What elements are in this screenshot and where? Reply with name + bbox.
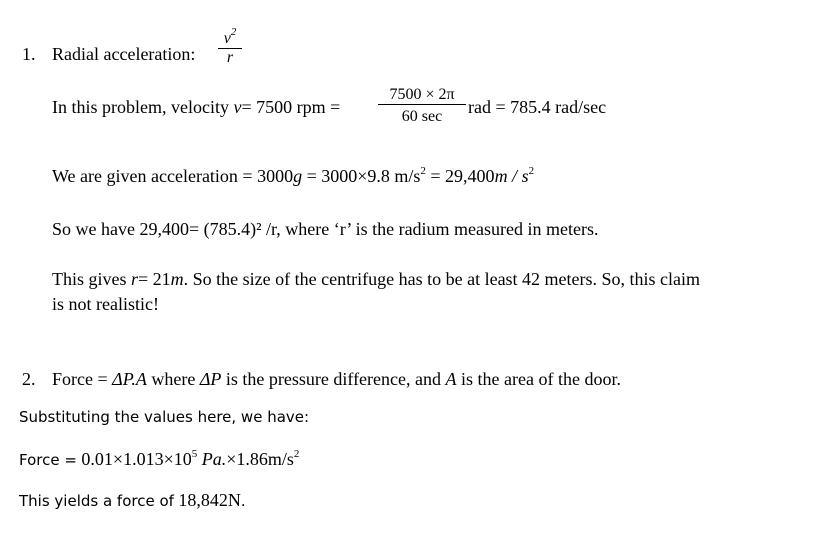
force-eq-exp: 5 (191, 448, 198, 460)
yield-value: 18,842N (178, 490, 241, 510)
velocity-prefix: In this problem, velocity (52, 97, 229, 117)
velocity-result: rad = 785.4 rad/sec (468, 97, 607, 117)
item1-label: Radial acceleration: (52, 44, 196, 64)
var-a: A (445, 369, 457, 389)
force-eq-pa: Pa. (201, 449, 227, 469)
velocity-eq: = 7500 rpm = (241, 97, 341, 117)
frac-num-v: v (223, 30, 231, 47)
accel-eq2: = 29,400 (430, 166, 495, 186)
velocity-fraction (378, 86, 466, 126)
yield-line (19, 490, 246, 511)
accel-prefix: We are given acceleration = (52, 166, 253, 186)
force-eq-exp2: 2 (293, 448, 300, 460)
yield-prefix: This yields a force of (19, 492, 174, 510)
acceleration-line (52, 166, 534, 187)
delta-p-a: ΔP.A (112, 369, 147, 389)
item2-number: 2. (22, 369, 36, 389)
velocity-var: v (233, 97, 242, 117)
accel-exp2: 2 (528, 165, 535, 177)
frac-num-exp: 2 (230, 26, 237, 38)
force-eq-expr: 0.01×1.013×10 (81, 449, 192, 469)
substituting-line: Substituting the values here, we have: (19, 408, 310, 426)
force-rest2: is the area of the door. (461, 369, 621, 389)
force-label: Force = (52, 369, 108, 389)
gives-line2: is not realistic! (52, 294, 159, 314)
force-eq-label: Force = (19, 451, 77, 469)
gives-line (52, 269, 700, 290)
force-eq-tail: ×1.86m/s (226, 449, 294, 469)
radius-line: So we have 29,400= (785.4)² /r, where ‘r’ is the radium measured in meters. (52, 219, 599, 239)
delta-p: ΔP (199, 369, 222, 389)
force-equation-line (19, 449, 299, 470)
accel-g: g (293, 166, 303, 186)
where-word: where (151, 369, 196, 389)
accel-exp1: 2 (420, 165, 426, 177)
velocity-frac-num: 7500 × 2π (389, 86, 455, 103)
force-definition-line (52, 369, 621, 390)
accel-unit: m / s (494, 166, 529, 186)
gives-eq: = 21 (138, 269, 171, 289)
item1-number: 1. (22, 44, 36, 64)
gives-rest: . So the size of the centrifuge has to be at least 42 meters. So, this claim (183, 269, 701, 289)
velocity-frac-den: 60 sec (378, 104, 466, 126)
gives-unit: m (170, 269, 184, 289)
velocity-line (52, 97, 340, 118)
gives-var-r: r (131, 269, 139, 289)
gives-prefix: This gives (52, 269, 127, 289)
frac-den-r: r (218, 48, 242, 67)
radial-accel-fraction (218, 26, 242, 67)
force-rest: is the pressure difference, and (225, 369, 441, 389)
accel-value: 3000 (257, 166, 294, 186)
yield-period: . (240, 492, 246, 510)
accel-mid: = 3000×9.8 m/s (306, 166, 421, 186)
